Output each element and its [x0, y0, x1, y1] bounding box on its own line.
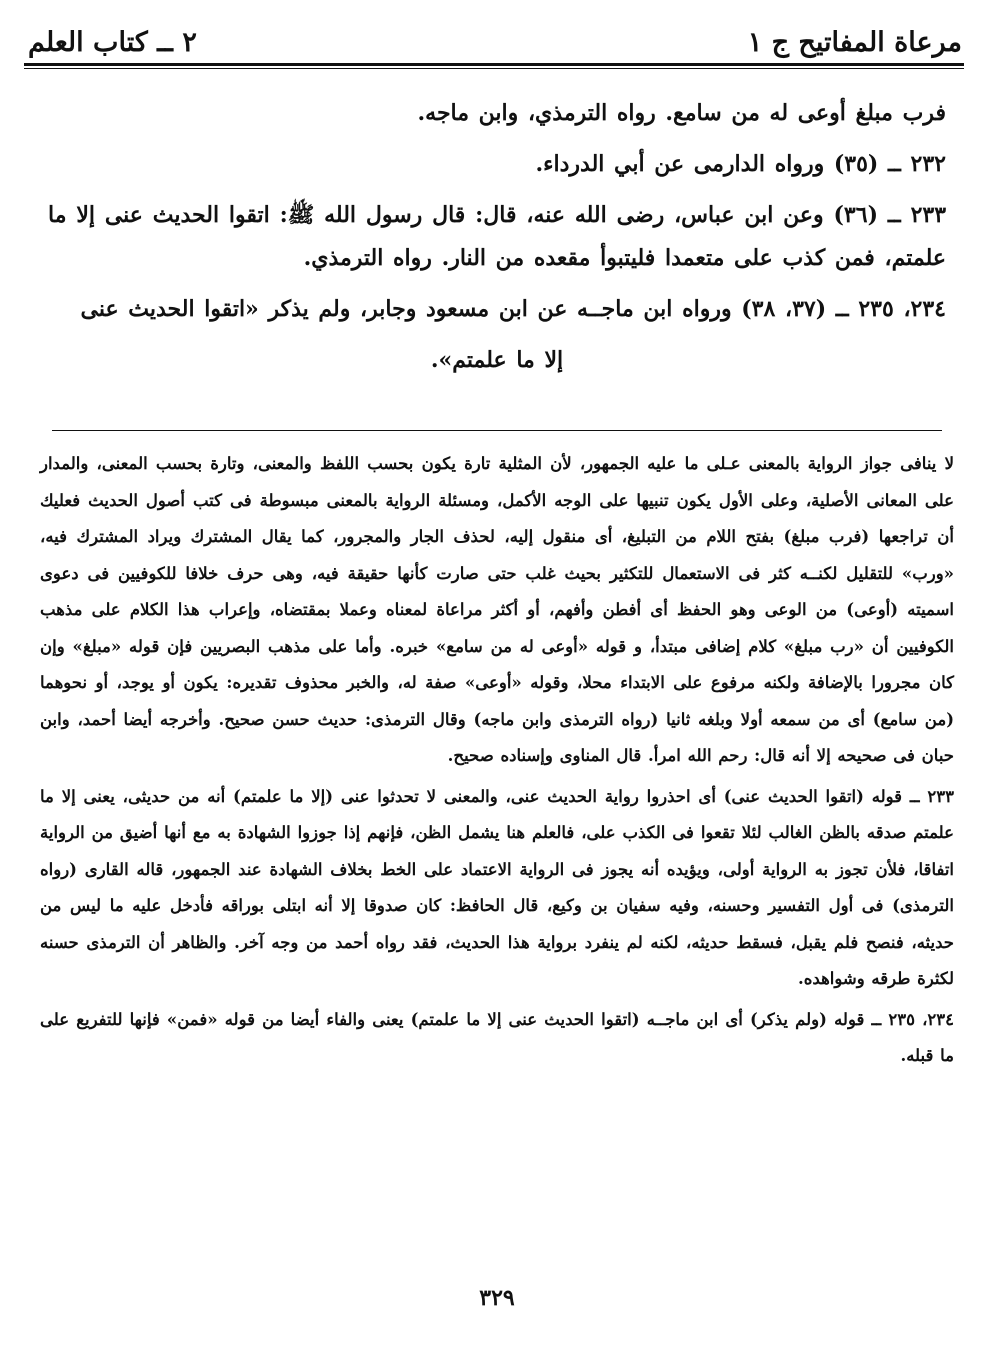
header-rule — [24, 63, 964, 66]
commentary-paragraph: ٢٣٣ ــ قوله (اتقوا الحديث عنى) أى احذروا رواية الحديث عنى، والمعنى لا تحدثوا عنى (إلا ما علمتم) أنه من حديثى، يعنى إلا ما علمتم صدقه بالظن الغالب لئلا تقعوا فى الكذب على، فالعلم هنا يشمل الظن، فإنهم إذا جوزوا الشهادة به مع أنها أضيق من الرواية اتفاقا، فلأن تجوز به الرواية أولى، ويؤيده أنه يجوز فى الرواية الاعتماد على الخط بخلاف الشهادة عند الجمهور، قاله القارى (رواه الترمذى) فى أول التفسير وحسنه، وفيه سفيان بن وكيع، قال الحافظ: كان صدوقا إلا أنه ابتلى بوراقه فأدخل عليه ما ليس من حديثه، فنصح فلم يقبل، فسقط حديثه، لكنه لم ينفرد برواية هذا الحديث، فقد رواه أحمد من وجه آخر. والظاهر أن الترمذى حسنه لكثرة طرقه وشواهده. — [40, 786, 954, 988]
header-rule-thin — [24, 68, 964, 69]
hadith-232: ٢٣٢ ــ (٣٥) ورواه الدارمى عن أبي الدرداء. — [535, 151, 946, 177]
hadith-234-235: ٢٣٤، ٢٣٥ ــ (٣٧، ٣٨) ورواه ابن ماجــه عن ابن مسعود وجابر، ولم يذكر «اتقوا الحديث عنى — [80, 296, 946, 322]
book-title: مرعاة المفاتيح ج ١ — [747, 27, 962, 58]
section-title: ٢ ــ كتاب العلم — [28, 27, 197, 58]
commentary-paragraph: ٢٣٤، ٢٣٥ ــ قوله (ولم يذكر) أى ابن ماجــه (اتقوا الحديث عنى إلا ما علمتم) يعنى والفاء أيضا من قوله «فمن» فإنها للتفريع على ما قبله. — [40, 1009, 955, 1065]
footnote-separator — [52, 430, 942, 431]
hadith-233: ٢٣٣ ــ (٣٦) وعن ابن عباس، رضى الله عنه، قال: قال رسول الله ﷺ: اتقوا الحديث عنى إلا ما علمتم، فمن كذب على متعمدا فليتبوأ مقعده من النار. رواه الترمذي. — [48, 202, 947, 271]
hadith-234-235-end: إلا ما علمتم». — [430, 347, 564, 373]
page-header — [28, 14, 962, 60]
commentary-paragraph: لا ينافى جواز الرواية بالمعنى عـلى ما عليه الجمهور، لأن المثلية تارة يكون بحسب اللفظ والمعنى، وتارة بحسب المعنى، والمدار على المعانى الأصلية، وعلى الأول يكون تنبيها على الوجه الأكمل، ومسئلة الرواية بالمعنى مبسوطة فى كتب أصول الحديث فعليك أن تراجعها (فرب مبلغ) بفتح اللام من التبليغ، أى منقول إليه، لحذف الجار والمجرور، كما يقال المشترك ويراد المشترك فيه، «ورب» للتقليل لكنــه كثر فى الاستعمال للتكثير بحيث غلب حتى صارت كأنها حقيقة فيه، وهى حرف خلافا للكوفيين فى دعوى اسميته (أوعى) من الوعى وهو الحفظ أى أفطن وأفهم، أو أكثر مراعاة لمعناه وعملا بمقتضاه، وإعراب هذا الكلام على مذهب الكوفيين أن «رب مبلغ» كلام إضافى مبتدأ، و قوله «أوعى له من سامع» خبره. وأما على مذهب البصريين فإن قوله «مبلغ» وإن كان مجرورا بالإضافة ولكنه مرفوع على الابتداء محلا، وقوله «أوعى» صفة له، والخبر محذوف تقديره: يكون أو يوجد، أو نحوهما (من سامع) أى من سمعه أولا وبلغه ثانيا (رواه الترمذى وابن ماجه) وقال الترمذى: حديث حسن صحيح. وأخرجه أيضا أحمد، وابن حبان فى صحيحه إلا أنه قال: رحم الله امرأ. قال المناوى وإسناده صحيح. — [40, 454, 954, 765]
hadith-line: فرب مبلغ أوعى له من سامع. رواه الترمذي، وابن ماجه. — [417, 100, 946, 126]
page-number: ٣٢٩ — [479, 1285, 515, 1311]
hadith-text — [48, 92, 946, 382]
commentary — [40, 446, 954, 1075]
